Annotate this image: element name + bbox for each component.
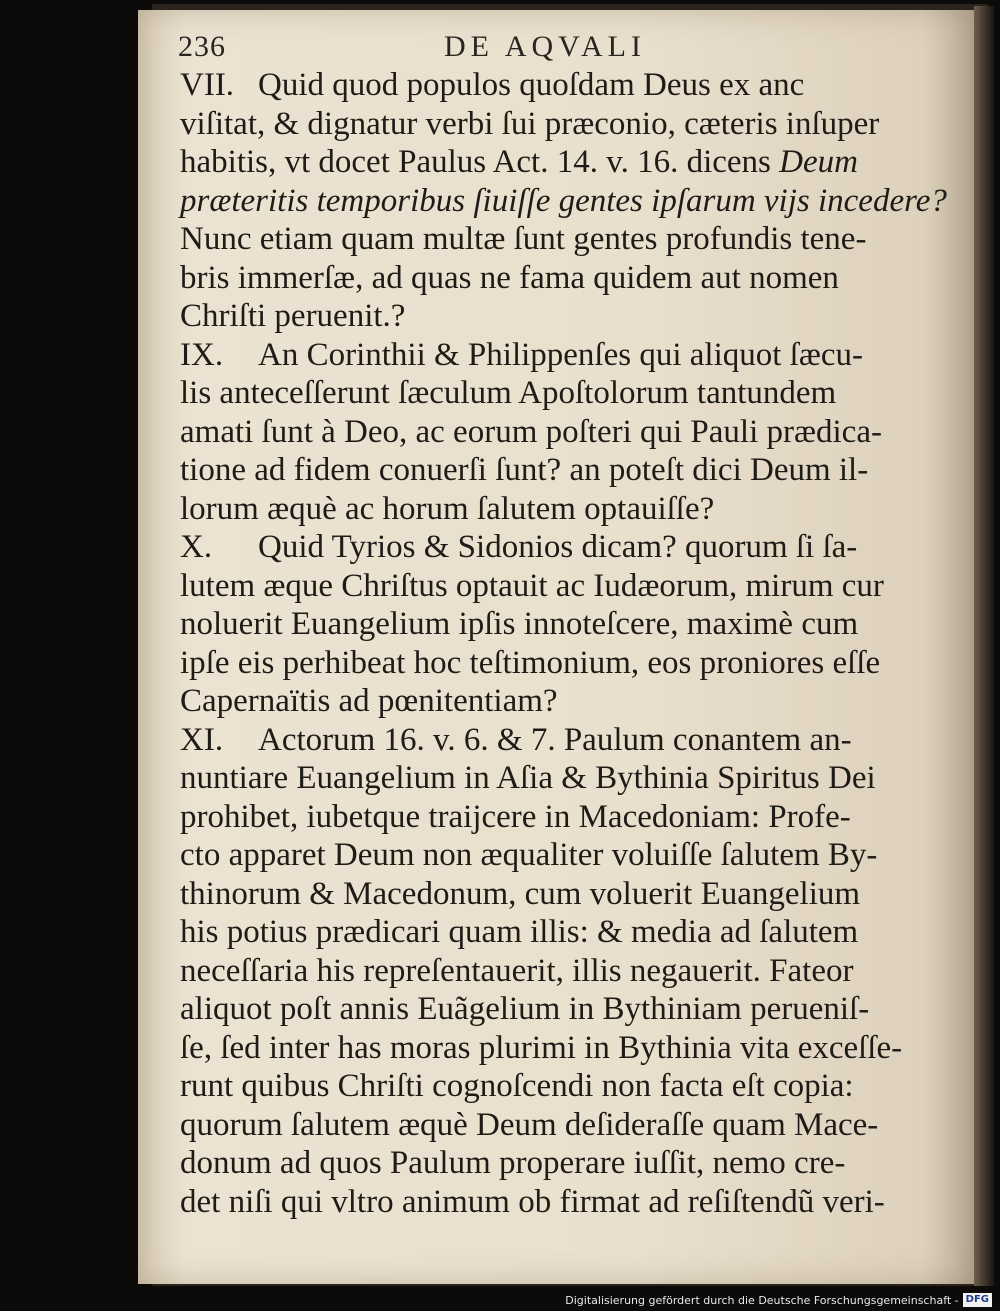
text-line xyxy=(180,990,895,1029)
section-number: IX. xyxy=(180,336,224,373)
text-line xyxy=(180,759,895,798)
text-line xyxy=(180,644,895,683)
line-text: Actorum 16. v. 6. & 7. Paulum conantem an- xyxy=(258,721,852,758)
line-text: his potius prædicari quam illis: & media ad ſalutem xyxy=(180,914,859,950)
text-line xyxy=(180,413,895,452)
line-text: aliquot poſt annis Euãgelium in Bythiniam perueniſ- xyxy=(180,991,870,1027)
section-number: VII. xyxy=(180,67,235,103)
line-text: Chriſti peruenit.? xyxy=(180,298,406,334)
line-text: nuntiare Euangelium in Aſia & Bythinia Spiritus Dei xyxy=(180,760,876,796)
section-number: X. xyxy=(180,529,213,565)
line-text: neceſſaria his repreſentauerit, illis negauerit. Fateor xyxy=(180,952,854,989)
text-line xyxy=(180,1029,903,1068)
line-text: Capernaïtis ad pœnitentiam? xyxy=(180,683,558,719)
line-text: Quid Tyrios & Sidonios dicam? quorum ſi ſa- xyxy=(258,529,858,565)
text-line xyxy=(180,1144,895,1183)
text-line xyxy=(180,259,895,298)
text-line xyxy=(180,1067,895,1106)
footer xyxy=(565,1291,992,1309)
line-text: runt quibus Chriſti cognoſcendi non facta eſt copia: xyxy=(180,1068,854,1104)
dfg-logo: DFG xyxy=(963,1293,992,1307)
text-line xyxy=(180,143,895,182)
line-text: ſe, ſed inter has moras plurimi in Bythinia vita exceſſe- xyxy=(180,1029,903,1066)
running-title: DE AQVALI xyxy=(444,30,646,63)
text-line xyxy=(180,798,895,837)
italic-quotation: Deum xyxy=(779,144,858,180)
text-line xyxy=(180,1106,895,1145)
line-text: Nunc etiam quam multæ ſunt gentes profundis tene- xyxy=(180,221,867,257)
text-line xyxy=(180,836,895,875)
footer-credit: Digitalisierung gefördert durch die Deutsche Forschungsgemeinschaft - xyxy=(565,1293,959,1307)
line-text: An Corinthii & Philippenſes qui aliquot ſæcu- xyxy=(258,336,863,373)
line-text: viſitat, & dignatur verbi ſui præconio, cæteris inſuper xyxy=(180,105,880,142)
line-text: tione ad fidem conuerſi ſunt? an poteſt dici Deum il- xyxy=(180,452,869,488)
text-line xyxy=(180,220,895,259)
line-text: quorum ſalutem æquè Deum deſideraſſe quam Mace- xyxy=(180,1106,879,1143)
line-text: det niſi qui vltro animum ob firmat ad reſiſtendũ veri- xyxy=(180,1183,885,1220)
text-line xyxy=(180,567,895,606)
line-text: cto apparet Deum non æqualiter voluiſſe ſalutem By- xyxy=(180,837,878,873)
body-text xyxy=(180,66,947,1221)
line-text: Quid quod populos quoſdam Deus ex anc xyxy=(258,67,805,103)
text-line xyxy=(180,528,895,567)
text-line xyxy=(180,682,895,721)
text-line xyxy=(180,182,947,221)
line-text: donum ad quos Paulum properare iuſſit, nemo cre- xyxy=(180,1145,846,1181)
line-text: amati ſunt à Deo, ac eorum poſteri qui Pauli prædica- xyxy=(180,413,882,450)
text-line xyxy=(180,451,895,490)
text-line xyxy=(180,913,895,952)
line-text: lorum æquè ac horum ſalutem optauiſſe? xyxy=(180,490,715,527)
italic-quotation: præteritis temporibus ſiuiſſe gentes ipſarum vijs incedere? xyxy=(180,182,947,219)
text-line xyxy=(180,490,895,529)
text-line xyxy=(180,605,895,644)
line-text: ipſe eis perhibeat hoc teſtimonium, eos proniores eſſe xyxy=(180,644,881,681)
text-line xyxy=(180,721,895,760)
text-line xyxy=(180,875,895,914)
text-line xyxy=(180,1183,895,1222)
line-text: lutem æque Chriſtus optauit ac Iudæorum, mirum cur xyxy=(180,567,884,604)
line-text: habitis, vt docet Paulus Act. 14. v. 16. dicens xyxy=(180,144,780,180)
text-line xyxy=(180,336,895,375)
line-text: bris immerſæ, ad quas ne fama quidem aut nomen xyxy=(180,259,839,296)
text-line xyxy=(180,105,895,144)
line-text: lis anteceſſerunt ſæculum Apoſtolorum tantundem xyxy=(180,375,837,411)
text-line xyxy=(180,374,895,413)
line-text: noluerit Euangelium ipſis innoteſcere, maximè cum xyxy=(180,606,859,642)
text-line xyxy=(180,952,895,991)
section-number: XI. xyxy=(180,721,224,758)
running-head xyxy=(178,30,898,66)
text-line xyxy=(180,297,895,336)
page-number: 236 xyxy=(178,30,226,63)
book-gutter xyxy=(974,6,994,1286)
text-line xyxy=(180,66,895,105)
line-text: prohibet, iubetque traijcere in Macedoniam: Profe- xyxy=(180,798,851,835)
line-text: thinorum & Macedonum, cum voluerit Euangelium xyxy=(180,875,861,912)
